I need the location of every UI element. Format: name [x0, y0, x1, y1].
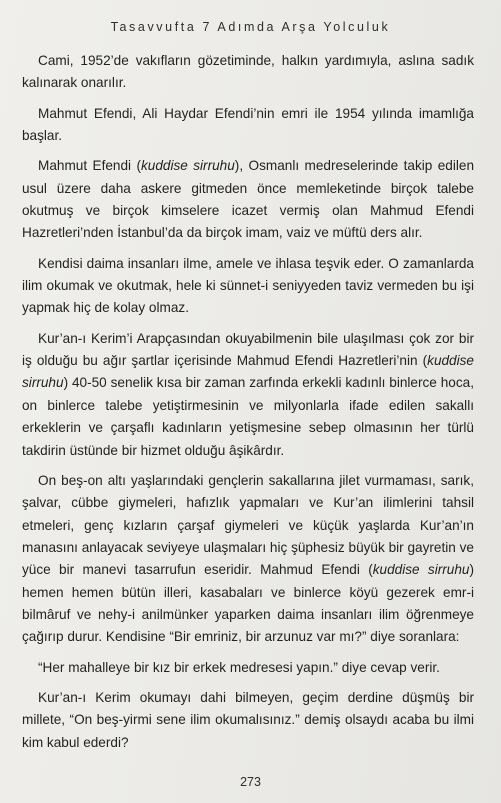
paragraph-4: Kendisi daima insanları ilme, amele ve ihlasa teşvik eder. O zamanlarda ilim okumak ve okutmak, hele ki sünnet-i seniyyeden taviz vermeden bu işi yapmak hiç de kolay olmaz.: [22, 255, 474, 316]
paragraph-8: Kur’an-ı Kerim okumayı dahi bilmeyen, geçim derdine düşmüş bir millete, “On beş-yirmi sene ilim okumalısınız.” demiş olsaydı acaba bu ilmi kim kabul ederdi?: [22, 689, 474, 750]
paragraph-5: Kur’an-ı Kerim’i Arapçasından okuyabilmenin bile ulaşılması çok zor bir iş olduğu bu ağır şartlar içerisinde Mahmud Efendi Hazretleri’nin (kuddise sirruhu) 40-50 senelik kısa bir zaman zarfında erkekli kadınlı binlerce hoca, on binlerce talebe yetiştirmesinin ve milyonlarla ifade edilen sakallı erkeklerin ve çarşaflı kadınların yetişmesine sebep olmasının her türlü takdirin üstünde bir hizmet olduğu âşikârdır.: [22, 330, 474, 458]
body-text: [22, 50, 474, 762]
honorific-italic: kuddise sirruhu: [372, 562, 470, 578]
paragraph-1: Cami, 1952’de vakıfların gözetiminde, halkın yardımıyla, aslına sadık kalınarak onarılır.: [22, 53, 474, 91]
honorific-italic: kuddise sirruhu: [22, 353, 474, 391]
running-header: Tasavvufta 7 Adımda Arşa Yolculuk: [110, 20, 391, 34]
page-number: 273: [240, 775, 261, 789]
paragraph-3: Mahmut Efendi (kuddise sirruhu), Osmanlı medreselerinde takip edilen usul üzere daha askere gitmeden önce memleketinde birçok talebe okutmuş ve birçok kimselere icazet vermiş olan Mahmud Efendi Hazretleri’nden İstanbul’da da birçok imam, vaiz ve müftü ders alır.: [22, 158, 475, 241]
honorific-italic: kuddise sirruhu: [140, 158, 235, 174]
paragraph-7: “Her mahalleye bir kız bir erkek medresesi yapın.” diye cevap verir.: [38, 659, 440, 675]
paragraph-2: Mahmut Efendi, Ali Haydar Efendi’nin emri ile 1954 yılında imamlığa başlar.: [22, 105, 474, 144]
paragraph-6: On beş-on altı yaşlarındaki gençlerin sakallarına jilet vurmaması, sarık, şalvar, cübbe giymeleri, hafızlık yapmaları ve Kur’an ilimlerini tahsil etmeleri, genç kızların çarşaf giymeleri ve küçük yaşlarda Kur’an’ın manasını anlayacak seviyeye ulaşmaları hiç şüphesiz büyük bir gayretin ve yüce bir manevi tasarrufun eseridir. Mahmud Efendi (kuddise sirruhu) hemen hemen bütün illeri, kasabaları ve binlerce köyü gezerek emr-i bilmâruf ve nehy-i anilmünker yaparken daima insanları ilim öğrenmeye çağırıp durur. Kendisine “Bir emriniz, bir arzunuz var mı?” diye soranlara:: [22, 472, 475, 645]
